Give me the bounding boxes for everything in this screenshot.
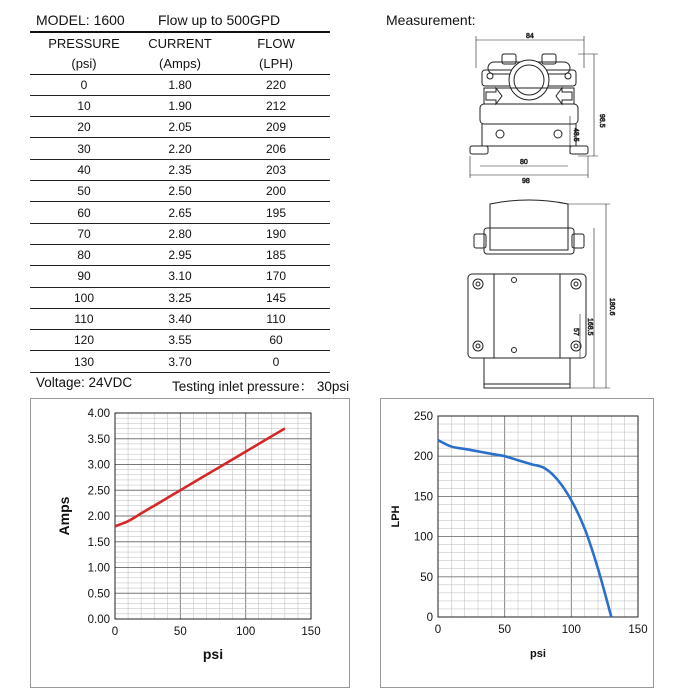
flow-chart-panel [380,398,654,688]
header-pressure: PRESSURE [30,32,138,53]
cell-current: 2.65 [138,202,222,223]
cell-current: 2.50 [138,181,222,202]
y-tick-label: 200 [413,451,433,464]
dim-side-mid: 168.5 [586,318,593,336]
cell-current: 1.80 [138,74,222,95]
cell-current: 1.90 [138,95,222,116]
cell-pressure: 130 [30,351,138,372]
dim-top-width: 84 [526,33,534,40]
cell-current: 2.80 [138,223,222,244]
cell-current: 3.70 [138,351,222,372]
table-row [30,159,330,180]
x-tick-label: 150 [628,624,648,636]
cell-pressure: 20 [30,117,138,138]
current-chart [31,399,349,687]
y-tick-label: 1.50 [87,536,110,549]
cell-pressure: 30 [30,138,138,159]
cell-flow: 195 [222,202,330,223]
cell-flow: 209 [222,117,330,138]
y-tick-label: 3.50 [87,433,110,446]
cell-pressure: 110 [30,308,138,329]
chart-grid [438,416,638,617]
x-tick-label: 50 [498,624,512,636]
measurement-label: Measurement: [386,12,476,28]
cell-pressure: 10 [30,95,138,116]
x-tick-label: 100 [561,624,581,636]
table-row [30,308,330,329]
cell-flow: 200 [222,181,330,202]
table-row [30,351,330,372]
y-tick-label: 250 [413,411,433,423]
series-line-current [115,428,285,526]
cell-flow: 145 [222,287,330,308]
dim-side-total: 180.6 [608,298,615,316]
x-tick-label: 50 [173,626,187,638]
cell-pressure: 0 [30,74,138,95]
cell-current: 3.10 [138,266,222,287]
cell-flow: 212 [222,95,330,116]
cell-flow: 206 [222,138,330,159]
header-current: CURRENT [138,32,222,53]
table-row [30,244,330,265]
dim-side-low: 57 [572,328,579,336]
x-tick-label: 100 [236,626,256,638]
cell-pressure: 80 [30,244,138,265]
unit-lph: (LPH) [222,53,330,74]
table-row [30,266,330,287]
flow-capacity-label: Flow up to 500GPD [158,12,281,28]
cell-flow: 170 [222,266,330,287]
y-tick-label: 50 [420,571,433,584]
y-axis-label: LPH [390,505,402,528]
cell-current: 2.95 [138,244,222,265]
table-row [30,74,330,95]
table-header-row [30,32,330,53]
plot-area-border [438,416,638,617]
spec-table [30,31,330,373]
dim-height-mid: 48.5 [572,128,579,142]
table-body [30,74,330,372]
inlet-pressure-label: Testing inlet pressure： 30psi [172,379,350,394]
y-tick-label: 150 [413,491,433,504]
y-tick-label: 2.50 [87,485,110,498]
x-axis-label: psi [530,648,546,660]
cell-flow: 190 [222,223,330,244]
x-tick-label: 0 [434,624,442,636]
y-tick-label: 3.00 [87,459,110,472]
table-row [30,330,330,351]
y-tick-label: 2.00 [87,511,110,523]
chart-grid [115,413,311,619]
side-dimensions [568,204,615,388]
cell-current: 3.25 [138,287,222,308]
cell-flow: 110 [222,308,330,329]
pump-dimension-drawing [440,28,640,398]
x-tick-label: 0 [111,626,119,638]
cell-current: 3.40 [138,308,222,329]
y-tick-label: 0.50 [87,588,110,601]
cell-flow: 0 [222,351,330,372]
table-row [30,202,330,223]
table-row [30,95,330,116]
pump-side-view [468,200,586,388]
y-tick-label: 4.00 [87,408,110,420]
y-tick-label: 1.00 [87,562,110,575]
table-row [30,223,330,244]
unit-amps: (Amps) [138,53,222,74]
cell-pressure: 90 [30,266,138,287]
cell-flow: 203 [222,159,330,180]
y-axis-label: Amps [56,496,72,536]
dim-base-inner: 80 [520,159,528,166]
unit-psi: (psi) [30,53,138,74]
y-tick-label: 100 [413,531,433,544]
x-tick-label: 150 [301,626,321,638]
y-tick-label: 0.00 [87,614,110,626]
cell-flow: 60 [222,330,330,351]
cell-current: 2.05 [138,117,222,138]
table-unit-row [30,53,330,74]
model-label: MODEL: 1600 [36,12,125,28]
cell-current: 2.35 [138,159,222,180]
table-row [30,181,330,202]
front-dimensions [470,33,605,185]
x-axis-label: psi [202,646,224,662]
cell-current: 2.20 [138,138,222,159]
cell-pressure: 40 [30,159,138,180]
table-row [30,138,330,159]
y-tick-label: 0 [426,612,433,624]
table-row [30,287,330,308]
flow-chart [381,399,653,687]
header-flow: FLOW [222,32,330,53]
cell-pressure: 60 [30,202,138,223]
cell-flow: 220 [222,74,330,95]
dim-base-outer: 98 [522,178,530,185]
table-row [30,117,330,138]
cell-pressure: 50 [30,181,138,202]
cell-pressure: 100 [30,287,138,308]
dim-height-total: 98.5 [598,114,605,128]
cell-flow: 185 [222,244,330,265]
cell-pressure: 70 [30,223,138,244]
current-chart-panel [30,398,350,688]
cell-pressure: 120 [30,330,138,351]
voltage-label: Voltage: 24VDC [36,375,133,390]
cell-current: 3.55 [138,330,222,351]
